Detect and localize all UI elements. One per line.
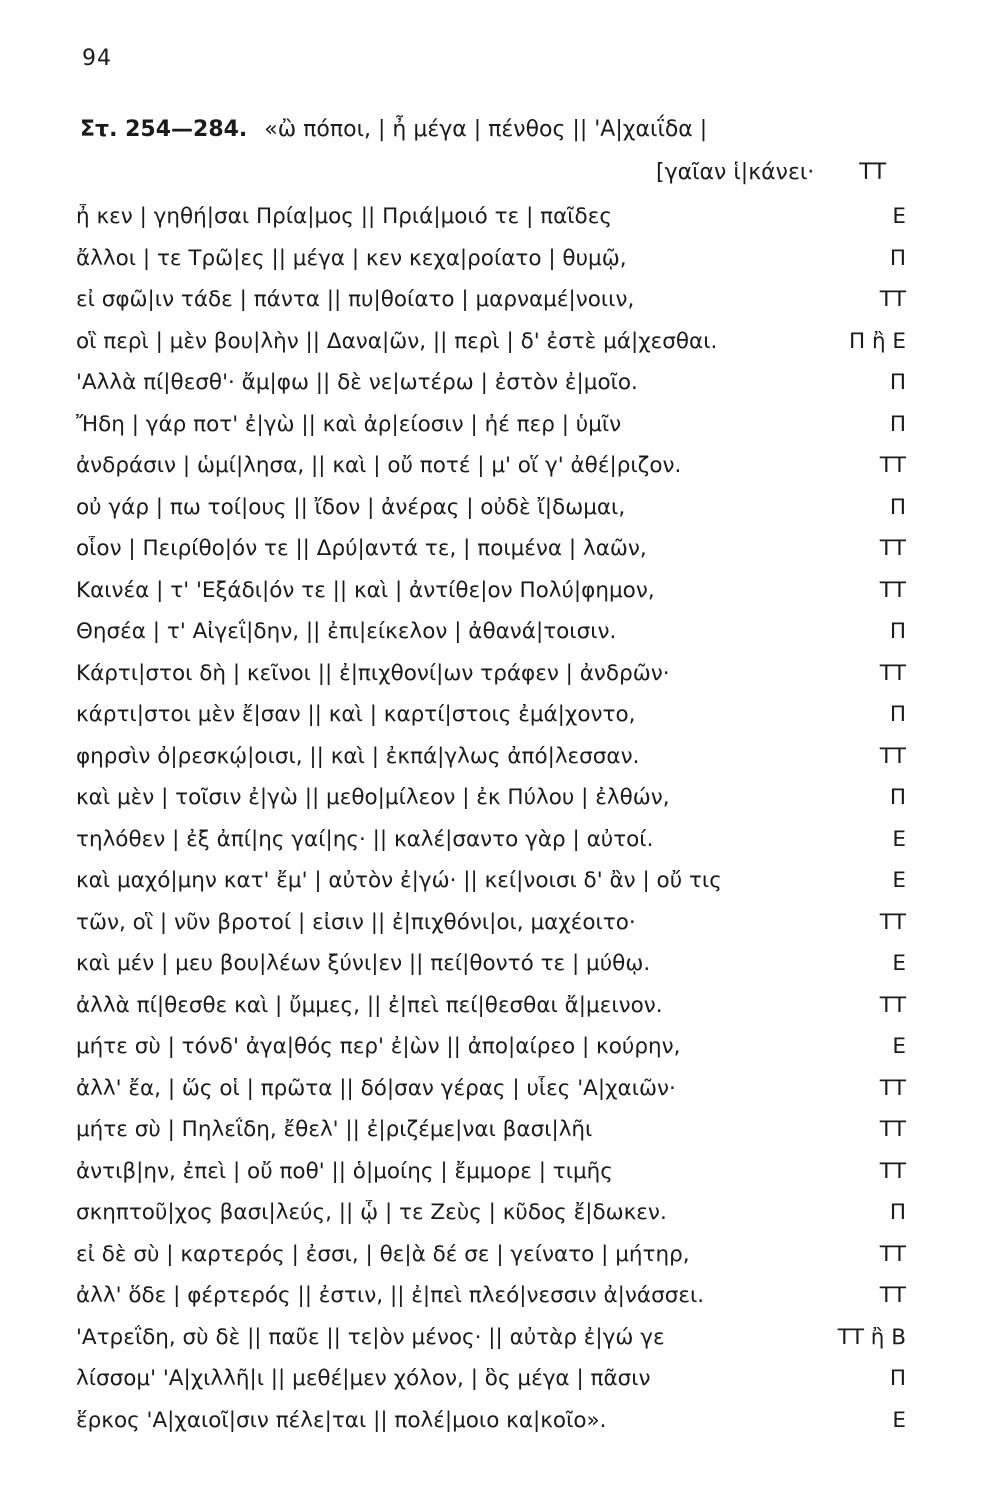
verse-text: Ἤδη | γάρ ποτ' ἐ|γὼ || καὶ ἀρ|είοσιν | ἠέ περ | ὑμῖν xyxy=(76,411,622,437)
meter-mark: ΤΤ xyxy=(879,909,906,935)
verse-text: καὶ μὲν | τοῖσιν ἐ|γὼ || μεθο|μίλεον | ἐκ Πύλου | ἐλθών, xyxy=(76,785,670,810)
verse-text: Καινέα | τ' 'Εξάδι|όν τε || καὶ | ἀντίθε|ον Πολύ|φημον, xyxy=(76,577,655,603)
meter-mark: ΤΤ xyxy=(879,287,906,312)
verse-line xyxy=(76,246,906,288)
verse-line xyxy=(76,1242,906,1284)
verse-text: οἳ περὶ | μὲν βου|λὴν || Δανα|ῶν, || περὶ | δ' ἐστὲ μά|χεσθαι. xyxy=(76,328,718,354)
verse-text: ἀλλ' ἔα, | ὥς οἱ | πρῶτα || δό|σαν γέρας | υἷες 'Α|χαιῶν· xyxy=(76,1075,676,1101)
verse-text: Θησέα | τ' Αἰγεΐ|δην, || ἐπι|είκελον | ἀθανά|τοισιν. xyxy=(76,619,617,644)
meter-mark: Π xyxy=(889,494,906,520)
meter-mark: Ε xyxy=(892,951,906,976)
verse-line xyxy=(76,1200,906,1242)
verse-line xyxy=(76,1366,906,1408)
verse-text: σκηπτοῦ|χος βασι|λεύς, || ᾧ | τε Ζεὺς | κῦδος ἔ|δωκεν. xyxy=(76,1200,667,1225)
meter-mark: Π ἢ Ε xyxy=(848,328,906,354)
verse-line xyxy=(76,412,906,454)
verse-line xyxy=(76,1117,906,1159)
meter-mark: ΤΤ xyxy=(879,453,906,478)
meter-mark: Ε xyxy=(892,204,906,229)
verse-text: καὶ μέν | μευ βου|λέων ξύνι|εν || πεί|θοντό τε | μύθῳ. xyxy=(76,951,651,976)
verse-text: μήτε σὺ | Πηλεΐδη, ἔθελ' || ἐ|ριζέμε|ναι βασι|λῆι xyxy=(76,1117,593,1142)
verse-line xyxy=(76,329,906,371)
verse-text: τηλόθεν | ἐξ ἀπί|ης γαί|ης· || καλέ|σαντο γὰρ | αὐτοί. xyxy=(76,826,654,852)
verse-text: ἦ κεν | γηθή|σαι Πρία|μος || Πριά|μοιό τε | παῖδες xyxy=(76,204,612,229)
meter-mark: Π xyxy=(889,245,906,271)
meter-mark: Ε xyxy=(892,1034,906,1059)
verse-line xyxy=(76,578,906,620)
meter-mark: Π xyxy=(889,1366,906,1391)
verse-text: τῶν, οἳ | νῦν βροτοί | εἰσιν || ἐ|πιχθόνι|οι, μαχέοιτο· xyxy=(76,909,636,935)
meter-mark: ΤΤ xyxy=(879,1117,906,1142)
meter-mark: ΤΤ xyxy=(879,536,906,561)
verse-line xyxy=(76,910,906,952)
meter-mark: ΤΤ xyxy=(879,660,906,686)
verse-line xyxy=(76,827,906,869)
meter-mark: ΤΤ xyxy=(879,577,906,603)
verse-opening-text: «ὢ πόποι, | ἦ μέγα | πένθος || 'Α|χαιΐδα | xyxy=(264,117,708,142)
verse-line xyxy=(76,1283,906,1325)
meter-mark: ΤΤ xyxy=(879,1075,906,1101)
meter-mark: Π xyxy=(889,370,906,395)
verse-line xyxy=(76,1325,906,1367)
meter-mark: ΤΤ xyxy=(879,1241,906,1267)
verse-line xyxy=(76,1408,906,1450)
verse-continuation-text: [γαῖαν ἱ|κάνει· xyxy=(656,160,815,185)
verse-text: εἰ σφῶ|ιν τάδε | πάντα || πυ|θοίατο | μαρναμέ|νοιιν, xyxy=(76,287,635,312)
meter-mark: ΤΤ xyxy=(879,743,906,769)
verse-text: ἀλλὰ πί|θεσθε καὶ | ὔμμες, || ἐ|πεὶ πεί|θεσθαι ἄ|μεινον. xyxy=(76,992,663,1018)
meter-mark: ΤΤ xyxy=(879,992,906,1018)
verse-line xyxy=(76,1034,906,1076)
meter-mark: ΤΤ xyxy=(859,160,887,185)
verse-line xyxy=(76,744,906,786)
verse-line xyxy=(76,453,906,495)
verse-line xyxy=(76,370,906,412)
verse-line xyxy=(76,1076,906,1118)
verse-line xyxy=(76,536,906,578)
verse-line xyxy=(76,993,906,1035)
verse-line xyxy=(76,661,906,703)
verse-text: μήτε σὺ | τόνδ' ἀγα|θός περ' ἐ|ὼν || ἀπο|αίρεο | κούρην, xyxy=(76,1034,681,1059)
verse-line xyxy=(76,868,906,910)
verse-text: οἷον | Πειρίθο|όν τε || Δρύ|αντά τε, | ποιμένα | λαῶν, xyxy=(76,536,647,561)
verse-list xyxy=(76,204,906,1449)
verse-text: 'Ατρεΐδη, σὺ δὲ || παῦε || τε|ὸν μένος· || αὐτὰρ ἐ|γώ γε xyxy=(76,1324,665,1350)
verse-text: οὐ γάρ | πω τοί|ους || ἴδον | ἀνέρας | οὐδὲ ἴ|δωμαι, xyxy=(76,494,626,520)
page-number: 94 xyxy=(82,46,112,71)
verse-text: ἄλλοι | τε Τρῶ|ες || μέγα | κεν κεχα|ροίατο | θυμῷ, xyxy=(76,245,627,271)
meter-mark: Π xyxy=(889,619,906,644)
verse-line xyxy=(76,204,906,246)
verse-line xyxy=(76,287,906,329)
verse-text: λίσσομ' 'Α|χιλλῆ|ι || μεθέ|μεν χόλον, | ὃς μέγα | πᾶσιν xyxy=(76,1366,651,1391)
verse-text: εἰ δὲ σὺ | καρτερός | ἐσσι, | θε|ὰ δέ σε | γείνατο | μήτηρ, xyxy=(76,1241,690,1267)
meter-mark: Π xyxy=(889,1200,906,1225)
verse-text: 'Αλλὰ πί|θεσθ'· ἄμ|φω || δὲ νε|ωτέρω | ἐστὸν ἐ|μοῖο. xyxy=(76,370,638,395)
meter-mark: Π xyxy=(889,785,906,810)
meter-mark: ΤΤ xyxy=(879,1158,906,1184)
meter-mark: Ε xyxy=(892,868,906,893)
verse-reference: Στ. 254—284. xyxy=(80,117,248,142)
verse-text: φηρσὶν ὀ|ρεσκῴ|οισι, || καὶ | ἐκπά|γλως ἀπό|λεσσαν. xyxy=(76,743,640,769)
meter-mark: Ε xyxy=(892,1407,906,1433)
verse-line xyxy=(76,1159,906,1201)
verse-text: καὶ μαχό|μην κατ' ἔμ' | αὐτὸν ἐ|γώ· || κεί|νοισι δ' ἂν | οὔ τις xyxy=(76,868,722,893)
verse-text: Κάρτι|στοι δὴ | κεῖνοι || ἐ|πιχθονί|ων τράφεν | ἀνδρῶν· xyxy=(76,660,670,686)
verse-line xyxy=(76,495,906,537)
meter-mark: Π xyxy=(889,411,906,437)
verse-text: κάρτι|στοι μὲν ἔ|σαν || καὶ | καρτί|στοις ἐμά|χοντο, xyxy=(76,702,636,727)
meter-mark: Ε xyxy=(892,826,906,852)
meter-mark: Π xyxy=(889,702,906,727)
verse-text: ἕρκος 'Α|χαιοῖ|σιν πέλε|ται || πολέ|μοιο κα|κοῖο». xyxy=(76,1407,607,1433)
verse-line xyxy=(76,951,906,993)
verse-text: ἀντιβ|ην, ἐπεὶ | οὔ ποθ' || ὁ|μοίης | ἔμμορε | τιμῆς xyxy=(76,1158,613,1184)
meter-mark: ΤΤ xyxy=(879,1283,906,1308)
verse-line xyxy=(76,619,906,661)
verse-line xyxy=(76,785,906,827)
verse-line xyxy=(76,702,906,744)
verse-text: ἀνδράσιν | ὡμί|λησα, || καὶ | οὔ ποτέ | μ' οἵ γ' ἀθέ|ριζον. xyxy=(76,453,682,478)
verse-continuation xyxy=(656,160,886,185)
verse-text: ἀλλ' ὅδε | φέρτερός || ἐστιν, || ἐ|πεὶ πλεό|νεσσιν ἀ|νάσσει. xyxy=(76,1283,705,1308)
verse-heading xyxy=(80,117,707,142)
meter-mark: ΤΤ ἢ Β xyxy=(837,1324,906,1350)
